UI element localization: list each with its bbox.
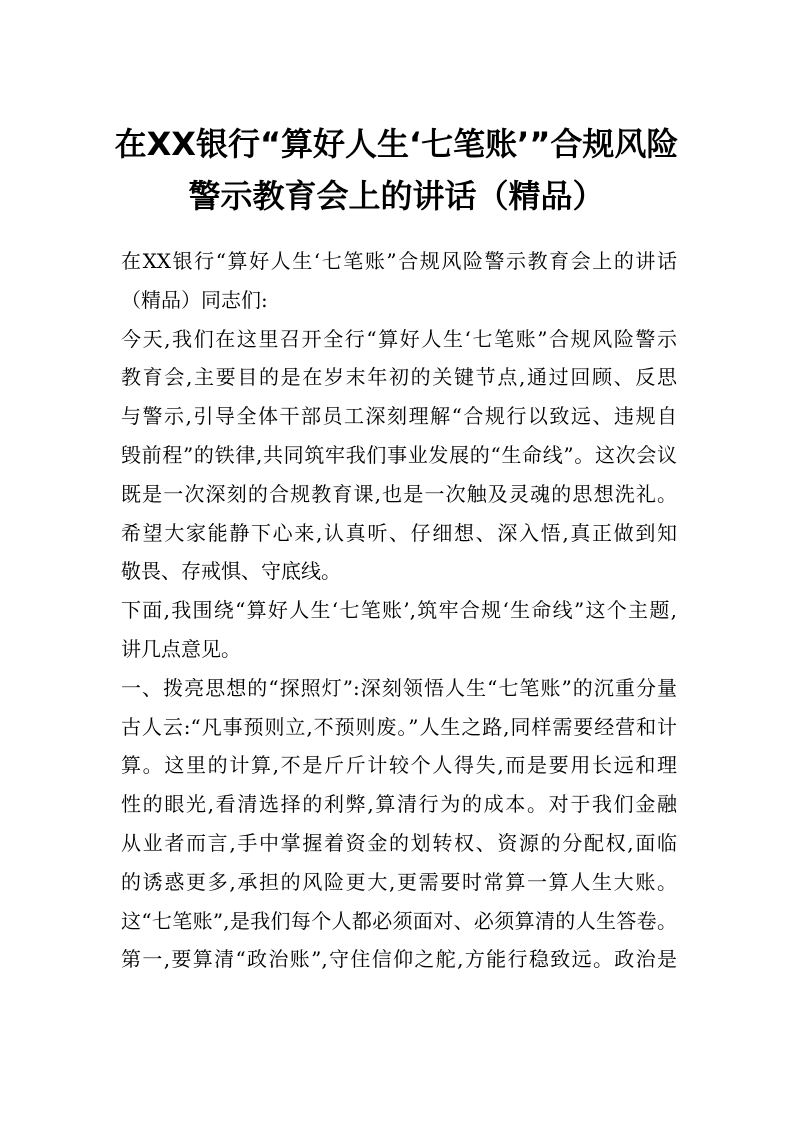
body-line: 从业者而言,手中掌握着资金的划转权、资源的分配权,面临 bbox=[121, 830, 677, 855]
body-line: 讲几点意见。 bbox=[121, 636, 241, 661]
body-line: 的诱惑更多,承担的风险更大,更需要时常算一算人生大账。 bbox=[121, 869, 677, 894]
body-line: 既是一次深刻的合规教育课,也是一次触及灵魂的思想洗礼。 bbox=[121, 481, 677, 506]
body-line: 性的眼光,看清选择的利弊,算清行为的成本。对于我们金融 bbox=[121, 792, 677, 817]
title-line: 警示教育会上的讲话（精品） bbox=[188, 177, 605, 215]
body-line: 今天,我们在这里召开全行“算好人生‘七笔账”合规风险警示 bbox=[121, 326, 677, 351]
body-line: 第一,要算清“政治账”,守住信仰之舵,方能行稳致远。政治是 bbox=[121, 947, 677, 972]
body-line: 算。这里的计算,不是斤斤计较个人得失,而是要用长远和理 bbox=[121, 753, 677, 778]
body-line: 毁前程”的铁律,共同筑牢我们事业发展的“生命线”。这次会议 bbox=[121, 442, 677, 467]
title-line: 在XX银行“算好人生‘七笔账’”合规风险 bbox=[114, 125, 679, 163]
document-title bbox=[100, 118, 693, 222]
body-line: 与警示,引导全体干部员工深刻理解“合规行以致远、违规自 bbox=[121, 404, 677, 429]
body-line: 这“七笔账”,是我们每个人都必须面对、必须算清的人生答卷。 bbox=[121, 908, 677, 933]
body-line: 教育会,主要目的是在岁末年初的关键节点,通过回顾、反思 bbox=[121, 365, 677, 390]
body-line: 古人云:“凡事预则立,不预则废。”人生之路,同样需要经营和计 bbox=[121, 714, 677, 739]
document-body bbox=[121, 242, 677, 979]
body-line: 在XX银行“算好人生‘七笔账”合规风险警示教育会上的讲话 bbox=[121, 249, 677, 273]
body-line: 敬畏、存戒惧、守底线。 bbox=[121, 559, 341, 584]
body-line: 下面,我围绕“算好人生‘七笔账’,筑牢合规‘生命线”这个主题, bbox=[121, 598, 677, 623]
body-line: 希望大家能静下心来,认真听、仔细想、深入悟,真正做到知 bbox=[121, 520, 677, 545]
body-line: 一、拨亮思想的“探照灯”:深刻领悟人生“七笔账”的沉重分量 bbox=[121, 675, 677, 700]
body-line: （精品）同志们: bbox=[121, 287, 268, 312]
